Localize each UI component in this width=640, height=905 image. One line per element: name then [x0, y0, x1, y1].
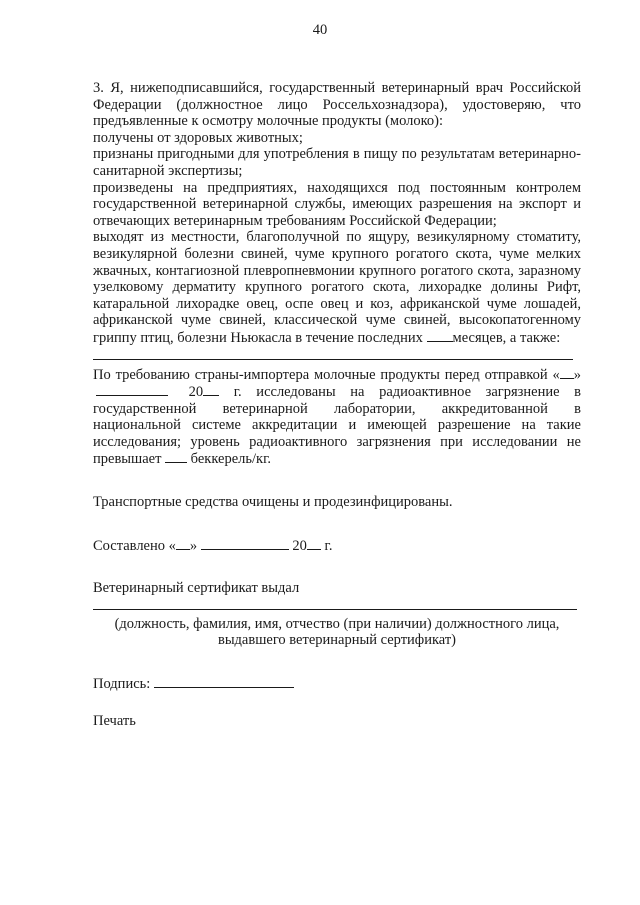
- signature-blank: [154, 675, 294, 688]
- item-disease-free-area: [93, 229, 581, 346]
- radio-day-blank: [560, 366, 574, 379]
- item-produced-at-enterprises: произведены на предприятиях, находящихся под постоянным контролем государственной ветеринарной службы, имеющих разрешения на экспорт и отвечающих ветеринарным требованиям Российской Федерации;: [93, 179, 581, 229]
- page-number: 40: [312, 22, 328, 38]
- stamp-label: Печать: [93, 712, 136, 729]
- radio-unit: беккерель/кг.: [190, 451, 272, 468]
- issuer-caption: (должность, фамилия, имя, отчество (при наличии) должностного лица, выдавшего ветеринарный сертификат): [114, 615, 560, 649]
- document-body: [93, 80, 581, 729]
- issued-by-label: Ветеринарный сертификат выдал: [93, 580, 300, 597]
- item-fit-for-consumption: признаны пригодными для употребления в пищу по результатам ветеринарно-санитарной экспертизы;: [93, 146, 581, 179]
- radio-level-blank: [165, 450, 187, 463]
- compiled-label: Составлено: [93, 537, 166, 554]
- months-blank: [427, 329, 453, 342]
- radioactivity-paragraph: [93, 366, 581, 469]
- compiled-quote-close: »: [189, 537, 198, 554]
- radio-quote-open: «: [552, 366, 560, 383]
- signature-row: [93, 675, 581, 693]
- item-disease-free-text: выходят из местности, благополучной по ящуру, везикулярному стоматиту, везикулярной болезни свиней, чуме крупного рогатого скота, чуме мелких жвачных, контагиозной плевропневмонии крупного рогатого скота, заразному узелковому дерматиту крупного рогатого скота, лихорадке долины Рифт, катаральной лихорадке овец, оспе овец и коз, африканской чуме лошадей, африканской чуме свиней, классической чуме свиней, высокопатогенному гриппу птиц, болезни Ньюкасла в течение последних: [93, 229, 581, 346]
- compiled-year-prefix: 20: [292, 537, 307, 554]
- radio-text: г. исследованы на радиоактивное загрязнение в государственной ветеринарной лаборатории, аккредитованной в национальной системе аккредитации и имеющей разрешение на такие исследования; уровень радиоактивного загрязнения при исследовании не превышает: [93, 384, 582, 468]
- intro-paragraph: 3. Я, нижеподписавшийся, государственный ветеринарный врач Российской Федерации (должностное лицо Россельхознадзора), удостоверяю, что предъявленные к осмотру молочные продукты (молоко):: [93, 80, 581, 130]
- radio-quote-close: »: [573, 366, 581, 383]
- compiled-line: [93, 537, 581, 555]
- signature-label: Подпись:: [93, 676, 151, 693]
- compiled-month-blank: [201, 537, 289, 550]
- compiled-year-suffix: г.: [324, 537, 333, 554]
- radio-year-blank: [203, 383, 219, 396]
- radio-year-prefix: 20: [188, 384, 204, 401]
- radio-line1: По требованию страны-импортера молочные продукты перед отправкой: [93, 366, 548, 383]
- item-healthy-animals: получены от здоровых животных;: [93, 129, 303, 146]
- radio-month-blank: [96, 383, 168, 396]
- compiled-quote-open: «: [168, 537, 176, 554]
- compiled-day-blank: [176, 537, 190, 550]
- item-months-tail: месяцев, а также:: [452, 329, 561, 346]
- transport-statement: Транспортные средства очищены и продезинфицированы.: [93, 494, 453, 511]
- compiled-year-blank: [307, 537, 321, 550]
